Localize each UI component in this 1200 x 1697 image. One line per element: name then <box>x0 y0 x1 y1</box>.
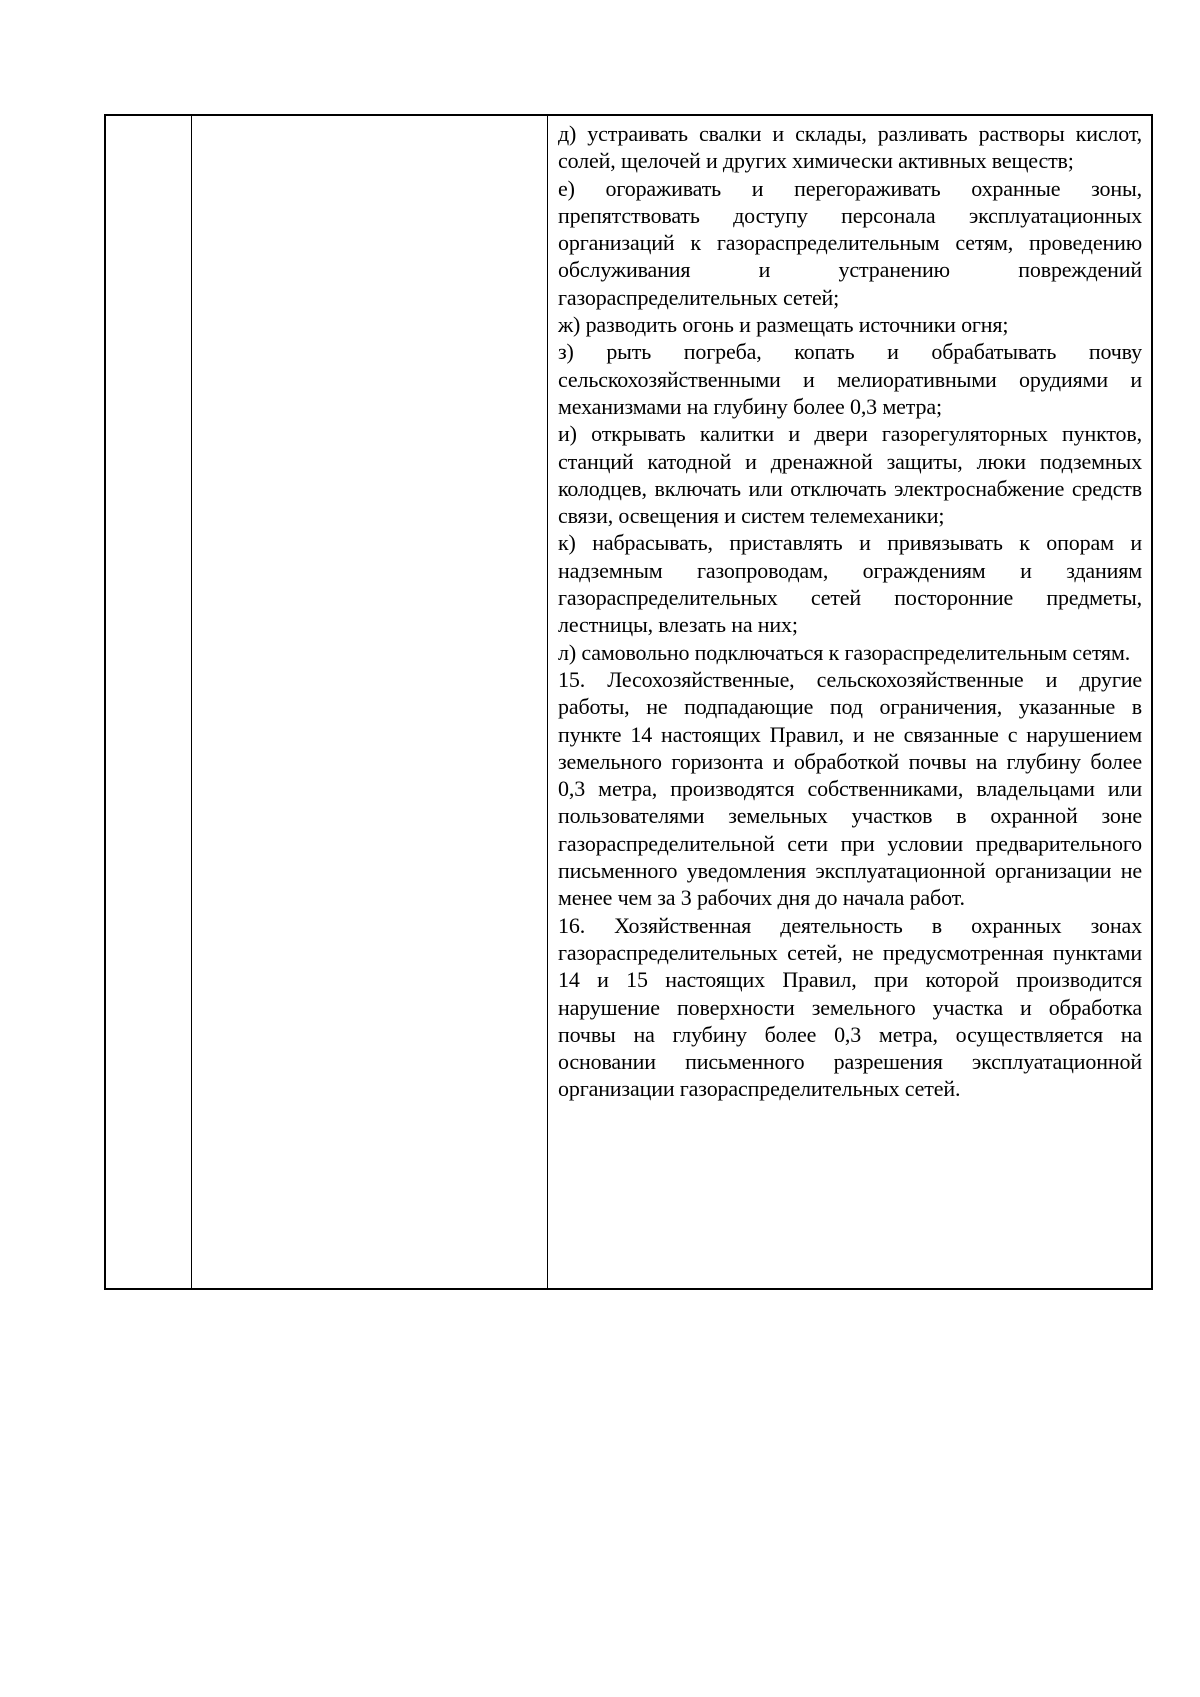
paragraph-item-k: к) набрасывать, приставлять и привязывать к опорам и надземным газопроводам, ограждениям и зданиям газораспределительных сетей посторонние предметы, лестницы, влезать на них; <box>558 530 1142 638</box>
paragraph-item-d: д) устраивать свалки и склады, разливать растворы кислот, солей, щелочей и других химически активных веществ; <box>558 121 1142 174</box>
paragraph-item-l: л) самовольно подключаться к газораспределительным сетям. <box>558 639 1131 665</box>
table-cell-content <box>548 116 1151 1288</box>
paragraph-clause-15: 15. Лесохозяйственные, сельскохозяйственные и другие работы, не подпадающие под ограничения, указанные в пункте 14 настоящих Правил, и не связанные с нарушением земельного горизонта и обработкой почвы на глубину более 0,3 метра, производятся собственниками, владельцами или пользователями земельных участков в охранной зоне газораспределительной сети при условии предварительного письменного уведомления эксплуатационной организации не менее чем за 3 рабочих дня до начала работ. <box>558 666 1142 911</box>
regulations-table <box>104 114 1153 1290</box>
paragraph-item-z: з) рыть погреба, копать и обрабатывать почву сельскохозяйственными и мелиоративными орудиями и механизмами на глубину более 0,3 метра; <box>558 339 1142 419</box>
table-cell-title <box>192 116 548 1288</box>
paragraph-clause-16: 16. Хозяйственная деятельность в охранных зонах газораспределительных сетей, не предусмотренная пунктами 14 и 15 настоящих Правил, при которой производится нарушение поверхности земельного участка и обработка почвы на глубину более 0,3 метра, осуществляется на основании письменного разрешения эксплуатационной организации газораспределительных сетей. <box>558 912 1142 1102</box>
paragraph-item-i: и) открывать калитки и двери газорегуляторных пунктов, станций катодной и дренажной защиты, люки подземных колодцев, включать или отключать электроснабжение средств связи, освещения и систем телемеханики; <box>558 421 1142 529</box>
paragraph-item-zh: ж) разводить огонь и размещать источники огня; <box>558 312 1009 338</box>
paragraph-item-e: е) огораживать и перегораживать охранные зоны, препятствовать доступу персонала эксплуатационных организаций к газораспределительным сетям, проведению обслуживания и устранению повреждений газораспределительных сетей; <box>558 175 1142 310</box>
table-cell-number <box>106 116 192 1288</box>
